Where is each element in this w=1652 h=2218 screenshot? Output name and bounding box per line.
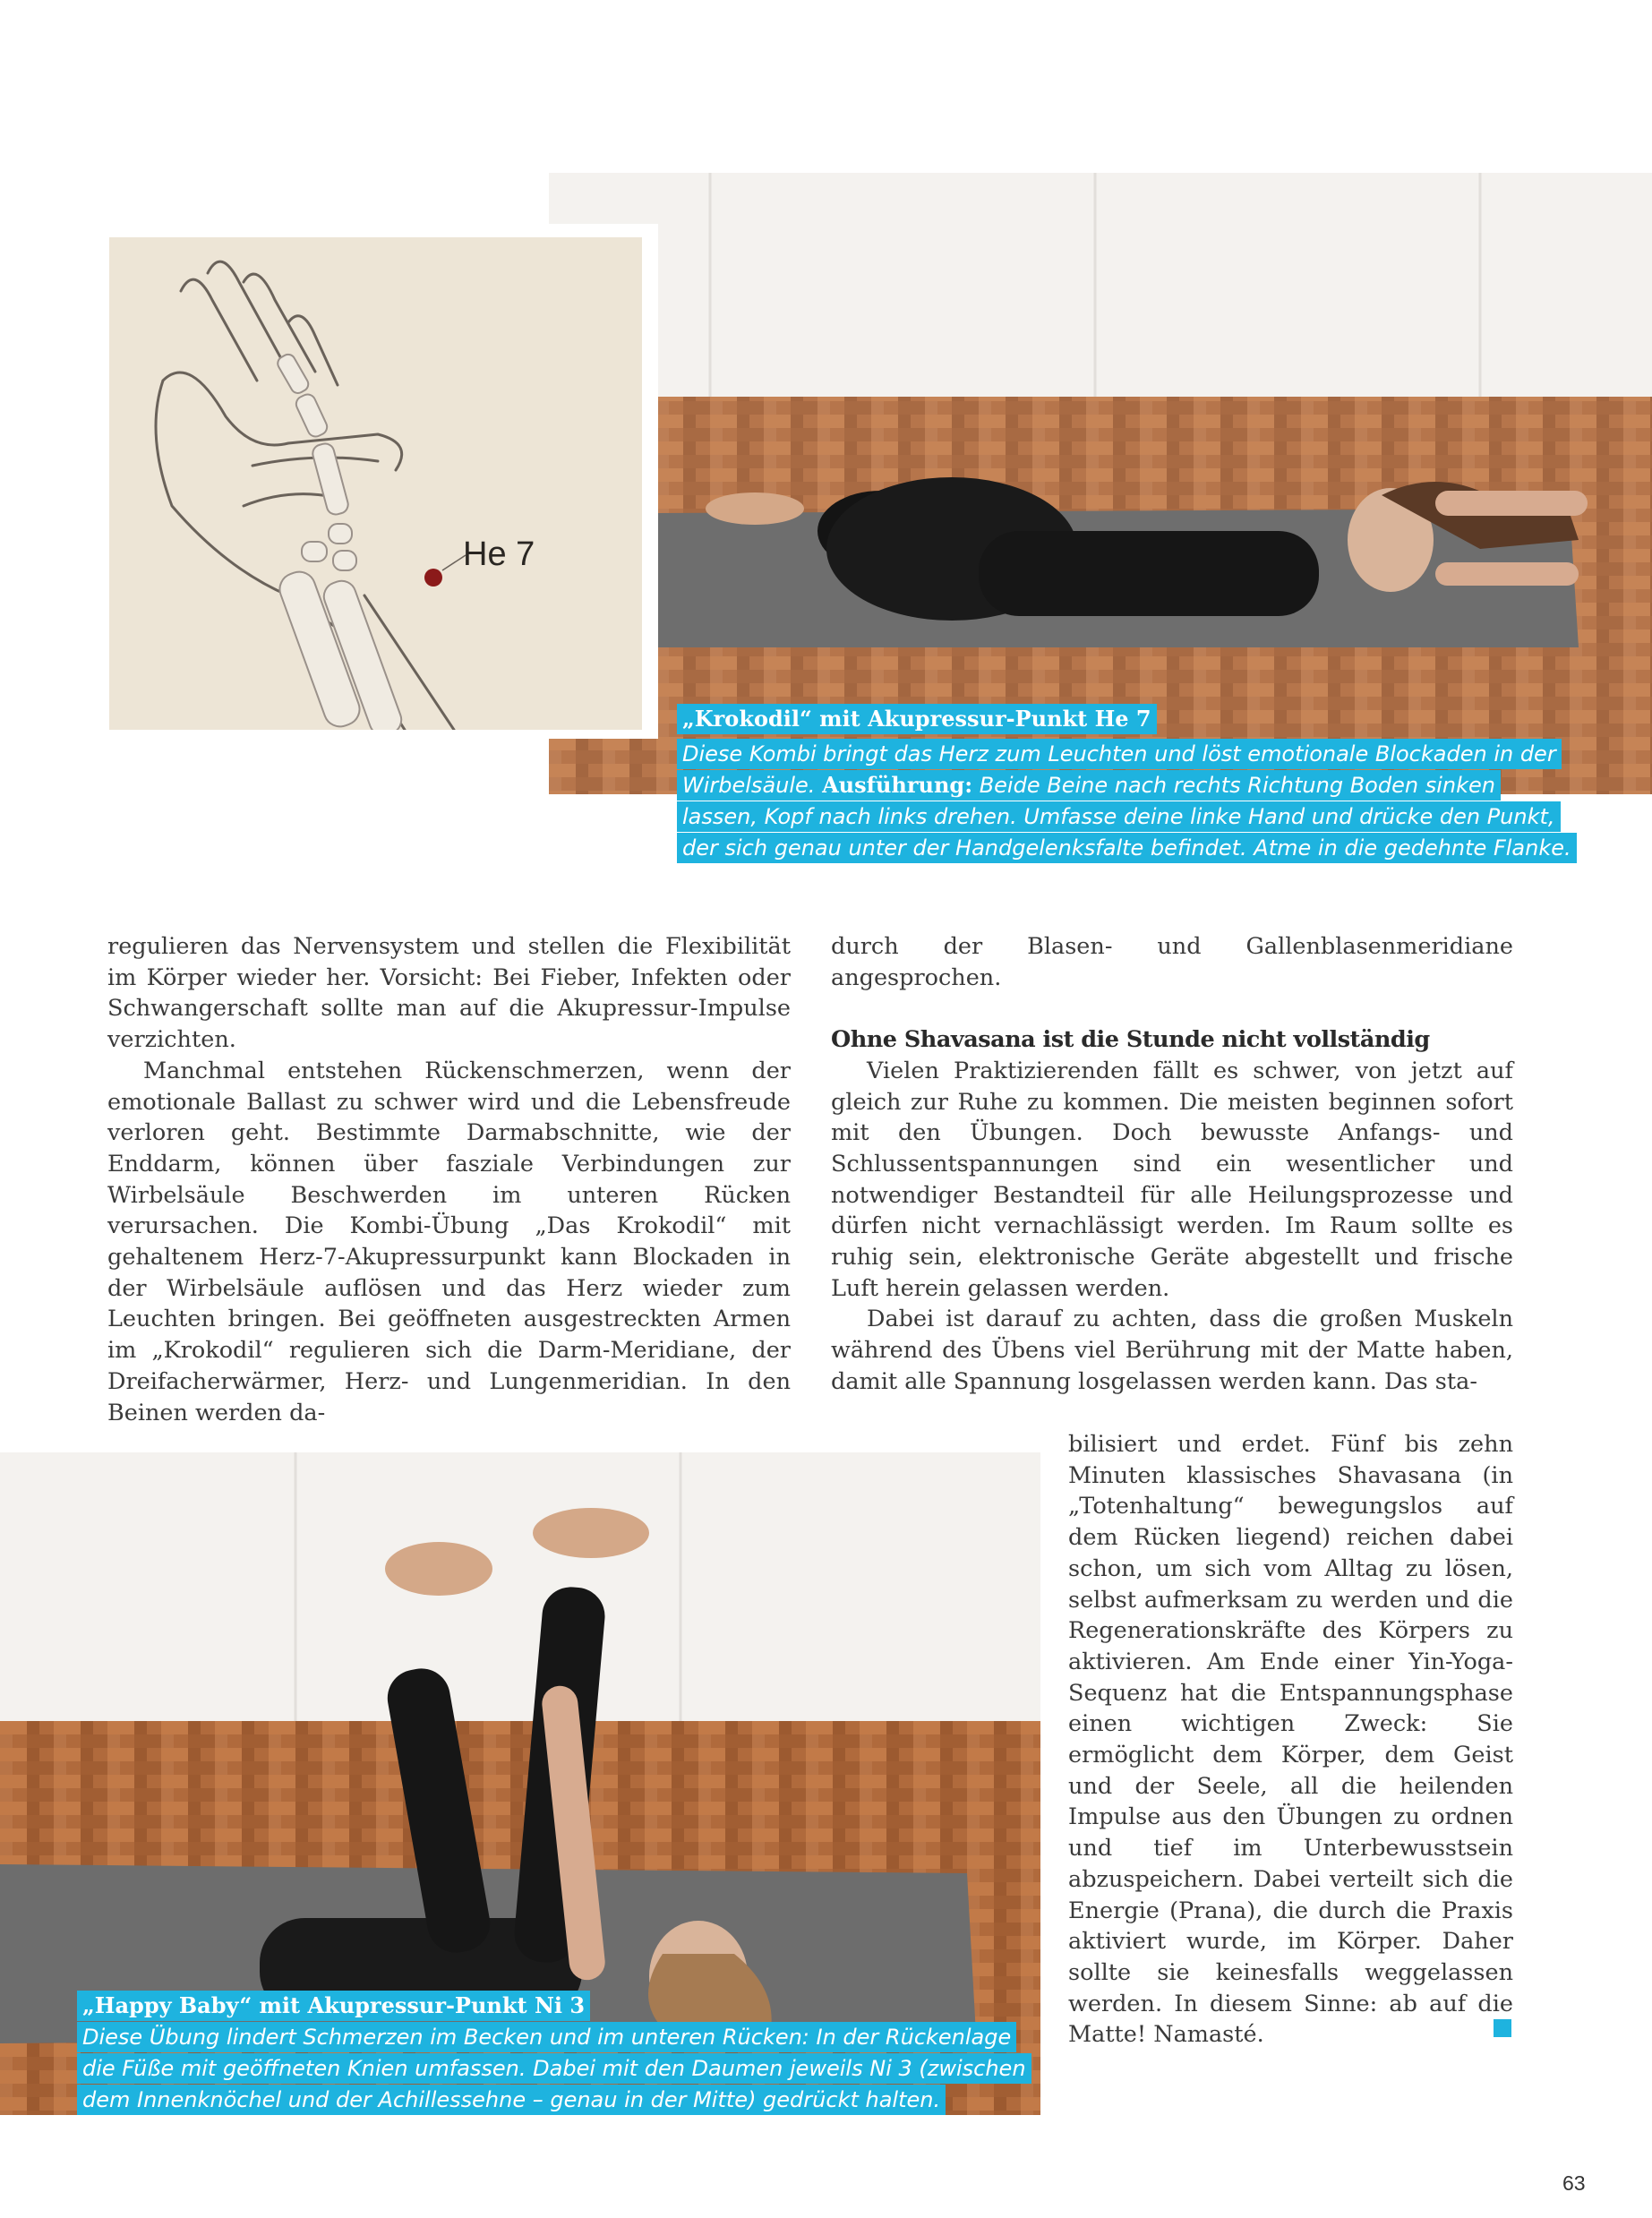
caption-top-line: lassen, Kopf nach links drehen. Umfasse deine linke Hand und drücke den Punkt,	[677, 801, 1561, 832]
he7-point-label: He 7	[463, 535, 535, 573]
paragraph: durch der Blasen- und Gallenblasenmeridiane angesprochen.	[831, 933, 1513, 991]
right-column-wrap	[1068, 1429, 1513, 2051]
crocodile-photo-svg	[549, 173, 1652, 794]
caption-top-text: Beide Beine nach rechts Richtung Boden sinken	[979, 773, 1495, 798]
caption-bottom-title: „Happy Baby“ mit Akupressur-Punkt Ni 3	[77, 1991, 590, 2021]
caption-bottom-line: Diese Übung lindert Schmerzen im Becken und im unteren Rücken: In der Rückenlage	[77, 2022, 1016, 2052]
caption-bottom-line: dem Innenknöchel und der Achillessehne – genau in der Mitte) gedrückt halten.	[77, 2085, 946, 2115]
caption-top-line: der sich genau unter der Handgelenksfalte befindet. Atme in die gedehnte Flanke.	[677, 833, 1577, 863]
hand-illustration	[109, 237, 642, 730]
section-heading: Ohne Shavasana ist die Stunde nicht vollständig	[831, 1026, 1430, 1054]
caption-top-text: Wirbelsäule.	[682, 773, 816, 798]
paragraph: bilisiert und erdet. Fünf bis zehn Minuten klassisches Shavasana (in „Totenhaltung“ bewegungslos auf dem Rücken liegend) reichen dabei schon, um sich vom Alltag zu lösen, selbst aufmerksam zu werden und die Regenerationskräfte des Körpers zu aktivieren. Am Ende einer Yin-Yoga-Sequenz hat die Entspannungsphase einen wichtigen Zweck: Sie ermöglicht dem Körper, dem Geist und der Seele, all die heilenden Impulse aus den Übungen zu ordnen und tief im Unterbewusstsein abzuspeichern. Dabei verteilt sich die Energie (Prana), die durch die Praxis aktiviert wurde, im Körper. Daher sollte sie keinesfalls weggelassen werden. In diesem Sinne: ab auf die Matte! Namasté.	[1068, 1431, 1513, 2049]
article-end-marker	[1494, 2019, 1511, 2037]
paragraph: Manchmal entstehen Rückenschmerzen, wenn der emotionale Ballast zu schwer wird und die Lebensfreude verloren geht. Bestimmte Darmabschnitte, wie der Enddarm, können über fasziale Verbindungen zur Wirbelsäule Beschwerden im unteren Rücken verursachen. Die Kombi-Übung „Das Krokodil“ mit gehaltenem Herz-7-Akupressurpunkt kann Blockaden in der Wirbelsäule auflösen und das Herz wieder zum Leuchten bringen. Bei geöffneten ausgestreckten Armen im „Krokodil“ regulieren sich die Darm-Meridiane, der Dreifacherwärmer, Herz- und Lungenmeridian. In den Beinen werden da-	[107, 1057, 791, 1426]
page-number: 63	[1562, 2171, 1586, 2195]
caption-top-line	[677, 770, 1501, 801]
caption-bottom-line: die Füße mit geöffneten Knien umfassen. Dabei mit den Daumen jeweils Ni 3 (zwischen	[77, 2053, 1031, 2084]
paragraph: Vielen Praktizierenden fällt es schwer, von jetzt auf gleich zur Ruhe zu kommen. Die meisten beginnen sofort mit den Übungen. Doch bewusste Anfangs- und Schlussentspannungen sind ein wesentlicher und notwendiger Bestandteil für alle Heilungsprozesse und dürfen nicht vernachlässigt werden. Im Raum sollte es ruhig sein, elektronische Geräte abgestellt und frische Luft herein gelassen werden.	[831, 1057, 1513, 1302]
photo-crocodile-pose	[549, 173, 1652, 794]
paragraph: regulieren das Nervensystem und stellen die Flexibilität im Körper wieder her. Vorsicht: Bei Fieber, Infekten oder Schwangerschaft sollte man auf die Akupressur-Impulse verzichten.	[107, 933, 791, 1054]
right-column	[831, 931, 1513, 1398]
caption-top-line: Diese Kombi bringt das Herz zum Leuchten und löst emotionale Blockaden in der	[677, 739, 1562, 769]
hand-bones-icon	[109, 237, 642, 730]
caption-top-bold: Ausführung:	[822, 772, 973, 798]
left-column	[107, 931, 791, 1428]
paragraph: Dabei ist darauf zu achten, dass die großen Muskeln während des Übens viel Berührung mit der Matte haben, damit alle Spannung losgelassen werden kann. Das sta-	[831, 1306, 1513, 1395]
caption-top-title: „Krokodil“ mit Akupressur-Punkt He 7	[677, 704, 1157, 734]
